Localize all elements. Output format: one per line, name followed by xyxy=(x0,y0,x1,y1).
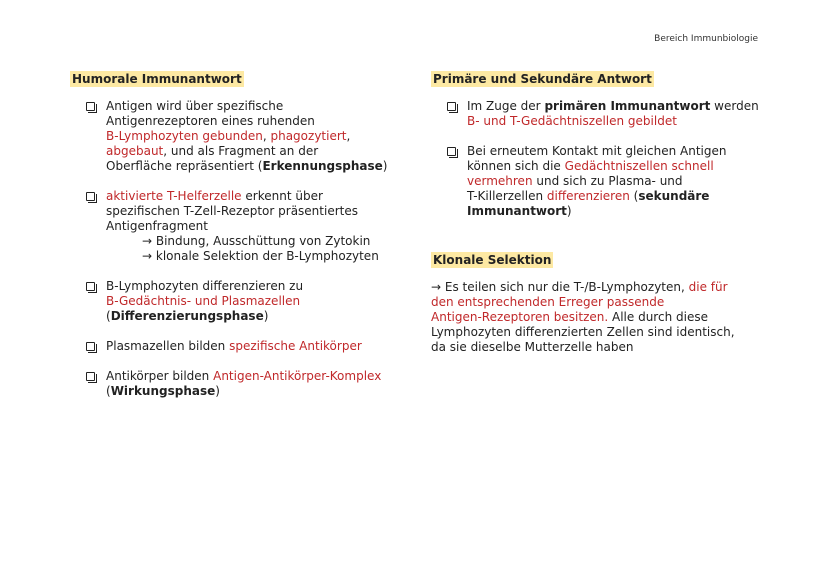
left-column xyxy=(70,68,410,414)
checkbox-icon xyxy=(86,342,95,351)
list-item: Antikörper bilden Antigen-Antikörper-Komplex (Wirkungsphase) xyxy=(84,369,410,399)
arrow-line: → Bindung, Ausschüttung von Zytokin xyxy=(142,234,371,248)
checkbox-icon xyxy=(86,192,95,201)
list-item: Bei erneutem Kontakt mit gleichen Antigen können sich die Gedächtniszellen schnell vermehren und sich zu Plasma- und T-Killerzellen differenzieren (sekundäre Immunantwort) xyxy=(445,144,771,219)
response-list xyxy=(431,99,771,219)
heading-primaere-sekundaere-antwort: Primäre und Sekundäre Antwort xyxy=(433,72,652,86)
checkbox-icon xyxy=(447,147,456,156)
arrow-line: → klonale Selektion der B-Lymphozyten xyxy=(142,249,379,263)
list-item: aktivierte T-Helferzelle erkennt über spezifischen T-Zell-Rezeptor präsentiertes Antigenfragment → Bindung, Ausschüttung von Zytokin → klonale Selektion der B-Lymphozyten xyxy=(84,189,410,264)
list-item: Im Zuge der primären Immunantwort werden B- und T-Gedächtniszellen gebildet xyxy=(445,99,771,129)
klonale-selektion-text: → Es teilen sich nur die T-/B-Lymphozyten, die für den entsprechenden Erreger passende Antigen-Rezeptoren besitzen. Alle durch diese Lymphozyten differenzierten Zellen sind identisch, da sie dieselbe Mutterzelle haben xyxy=(431,280,735,354)
list-item: Plasmazellen bilden spezifische Antikörper xyxy=(84,339,410,354)
humoral-list xyxy=(70,99,410,399)
right-column xyxy=(431,68,771,355)
heading-klonale-selektion: Klonale Selektion xyxy=(433,253,552,267)
checkbox-icon xyxy=(86,102,95,111)
heading-humorale-immunantwort: Humorale Immunantwort xyxy=(72,72,242,86)
checkbox-icon xyxy=(86,372,95,381)
checkbox-icon xyxy=(86,282,95,291)
checkbox-icon xyxy=(447,102,456,111)
list-item: Antigen wird über spezifische Antigenrezeptoren eines ruhenden B-Lymphozyten gebunden, phagozytiert, abgebaut, und als Fragment an der Oberfläche repräsentiert (Erkennungsphase) xyxy=(84,99,410,174)
list-item: B-Lymphozyten differenzieren zu B-Gedächtnis- und Plasmazellen (Differenzierungsphase) xyxy=(84,279,410,324)
section-label: Bereich Immunbiologie xyxy=(654,34,758,44)
